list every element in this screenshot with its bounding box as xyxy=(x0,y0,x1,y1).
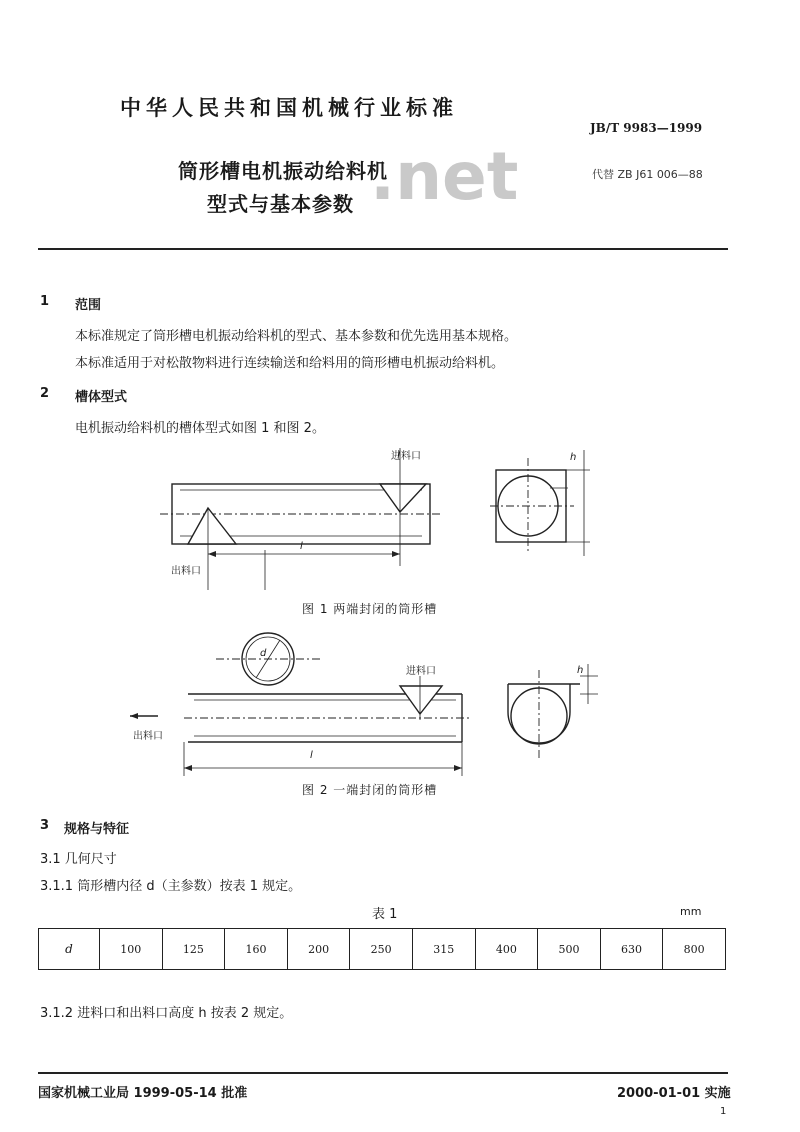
figure-1-end-view xyxy=(490,448,610,558)
header-divider xyxy=(38,248,728,250)
section-2-title: 槽体型式 xyxy=(75,390,128,405)
figure-1-caption: 图 1 两端封闭的筒形槽 xyxy=(302,602,438,616)
table-1-unit: mm xyxy=(680,905,702,918)
figure-2-end-view xyxy=(498,664,608,764)
figure-1-length-label: l xyxy=(300,541,303,552)
section-3-1-1-text: 3.1.1 筒形槽内径 d（主参数）按表 1 规定。 xyxy=(40,879,302,894)
table-cell: 315 xyxy=(412,929,475,970)
watermark: .net xyxy=(370,138,519,215)
table-1-title: 表 1 xyxy=(372,907,398,922)
table-cell: 100 xyxy=(100,929,163,970)
section-3-number: 3 xyxy=(40,818,50,833)
table-cell: 630 xyxy=(600,929,663,970)
table-row xyxy=(39,929,726,970)
section-2-para-1: 电机振动给料机的槽体型式如图 1 和图 2。 xyxy=(75,421,325,436)
table-1 xyxy=(38,928,726,970)
document-title-line1: 筒形槽电机振动给料机 xyxy=(178,159,388,183)
document-title-line2: 型式与基本参数 xyxy=(207,192,354,216)
figure-2-side-view xyxy=(130,680,470,776)
table-cell: 500 xyxy=(538,929,601,970)
table-cell: 200 xyxy=(287,929,350,970)
figure-2-caption: 图 2 一端封闭的筒形槽 xyxy=(302,783,438,797)
standard-code: JB/T 9983—1999 xyxy=(590,121,703,135)
replaces-standard: 代替 ZB J61 006—88 xyxy=(592,168,703,181)
implementation-date: 2000-01-01 实施 xyxy=(617,1086,731,1101)
table-cell: 800 xyxy=(663,929,726,970)
table-cell: 125 xyxy=(162,929,225,970)
section-3-1-2-text: 3.1.2 进料口和出料口高度 h 按表 2 规定。 xyxy=(40,1006,293,1021)
table-cell: 160 xyxy=(225,929,288,970)
section-1-para-1: 本标准规定了筒形槽电机振动给料机的型式、基本参数和优先选用基本规格。 xyxy=(75,329,518,344)
figure-2-height-label: h xyxy=(577,665,584,676)
table-cell: 400 xyxy=(475,929,538,970)
figure-2-outlet-label: 出料口 xyxy=(133,731,163,742)
figure-1-height-label: h xyxy=(570,452,577,463)
figure-1-side-view xyxy=(160,440,440,600)
standard-category: 中华人民共和国机械行业标准 xyxy=(120,96,458,120)
footer-divider xyxy=(38,1072,728,1074)
approval-date: 国家机械工业局 1999-05-14 批准 xyxy=(38,1086,248,1101)
section-1-para-2: 本标准适用于对松散物料进行连续输送和给料用的筒形槽电机振动给料机。 xyxy=(75,356,505,371)
section-3-1-heading: 3.1 几何尺寸 xyxy=(40,852,117,867)
figure-2-length-label: l xyxy=(310,750,313,761)
figure-1-outlet-label: 出料口 xyxy=(171,566,201,577)
page-number: 1 xyxy=(720,1106,727,1117)
section-2-number: 2 xyxy=(40,386,50,401)
table-cell: 250 xyxy=(350,929,413,970)
table-row-label: d xyxy=(39,929,100,970)
figure-2-diameter-label: d xyxy=(260,648,267,659)
figure-2-inlet-label: 进料口 xyxy=(406,666,436,677)
section-1-title: 范围 xyxy=(75,298,102,313)
section-1-number: 1 xyxy=(40,294,50,309)
figure-1-inlet-label: 进料口 xyxy=(391,451,421,462)
section-3-title: 规格与特征 xyxy=(64,822,130,837)
